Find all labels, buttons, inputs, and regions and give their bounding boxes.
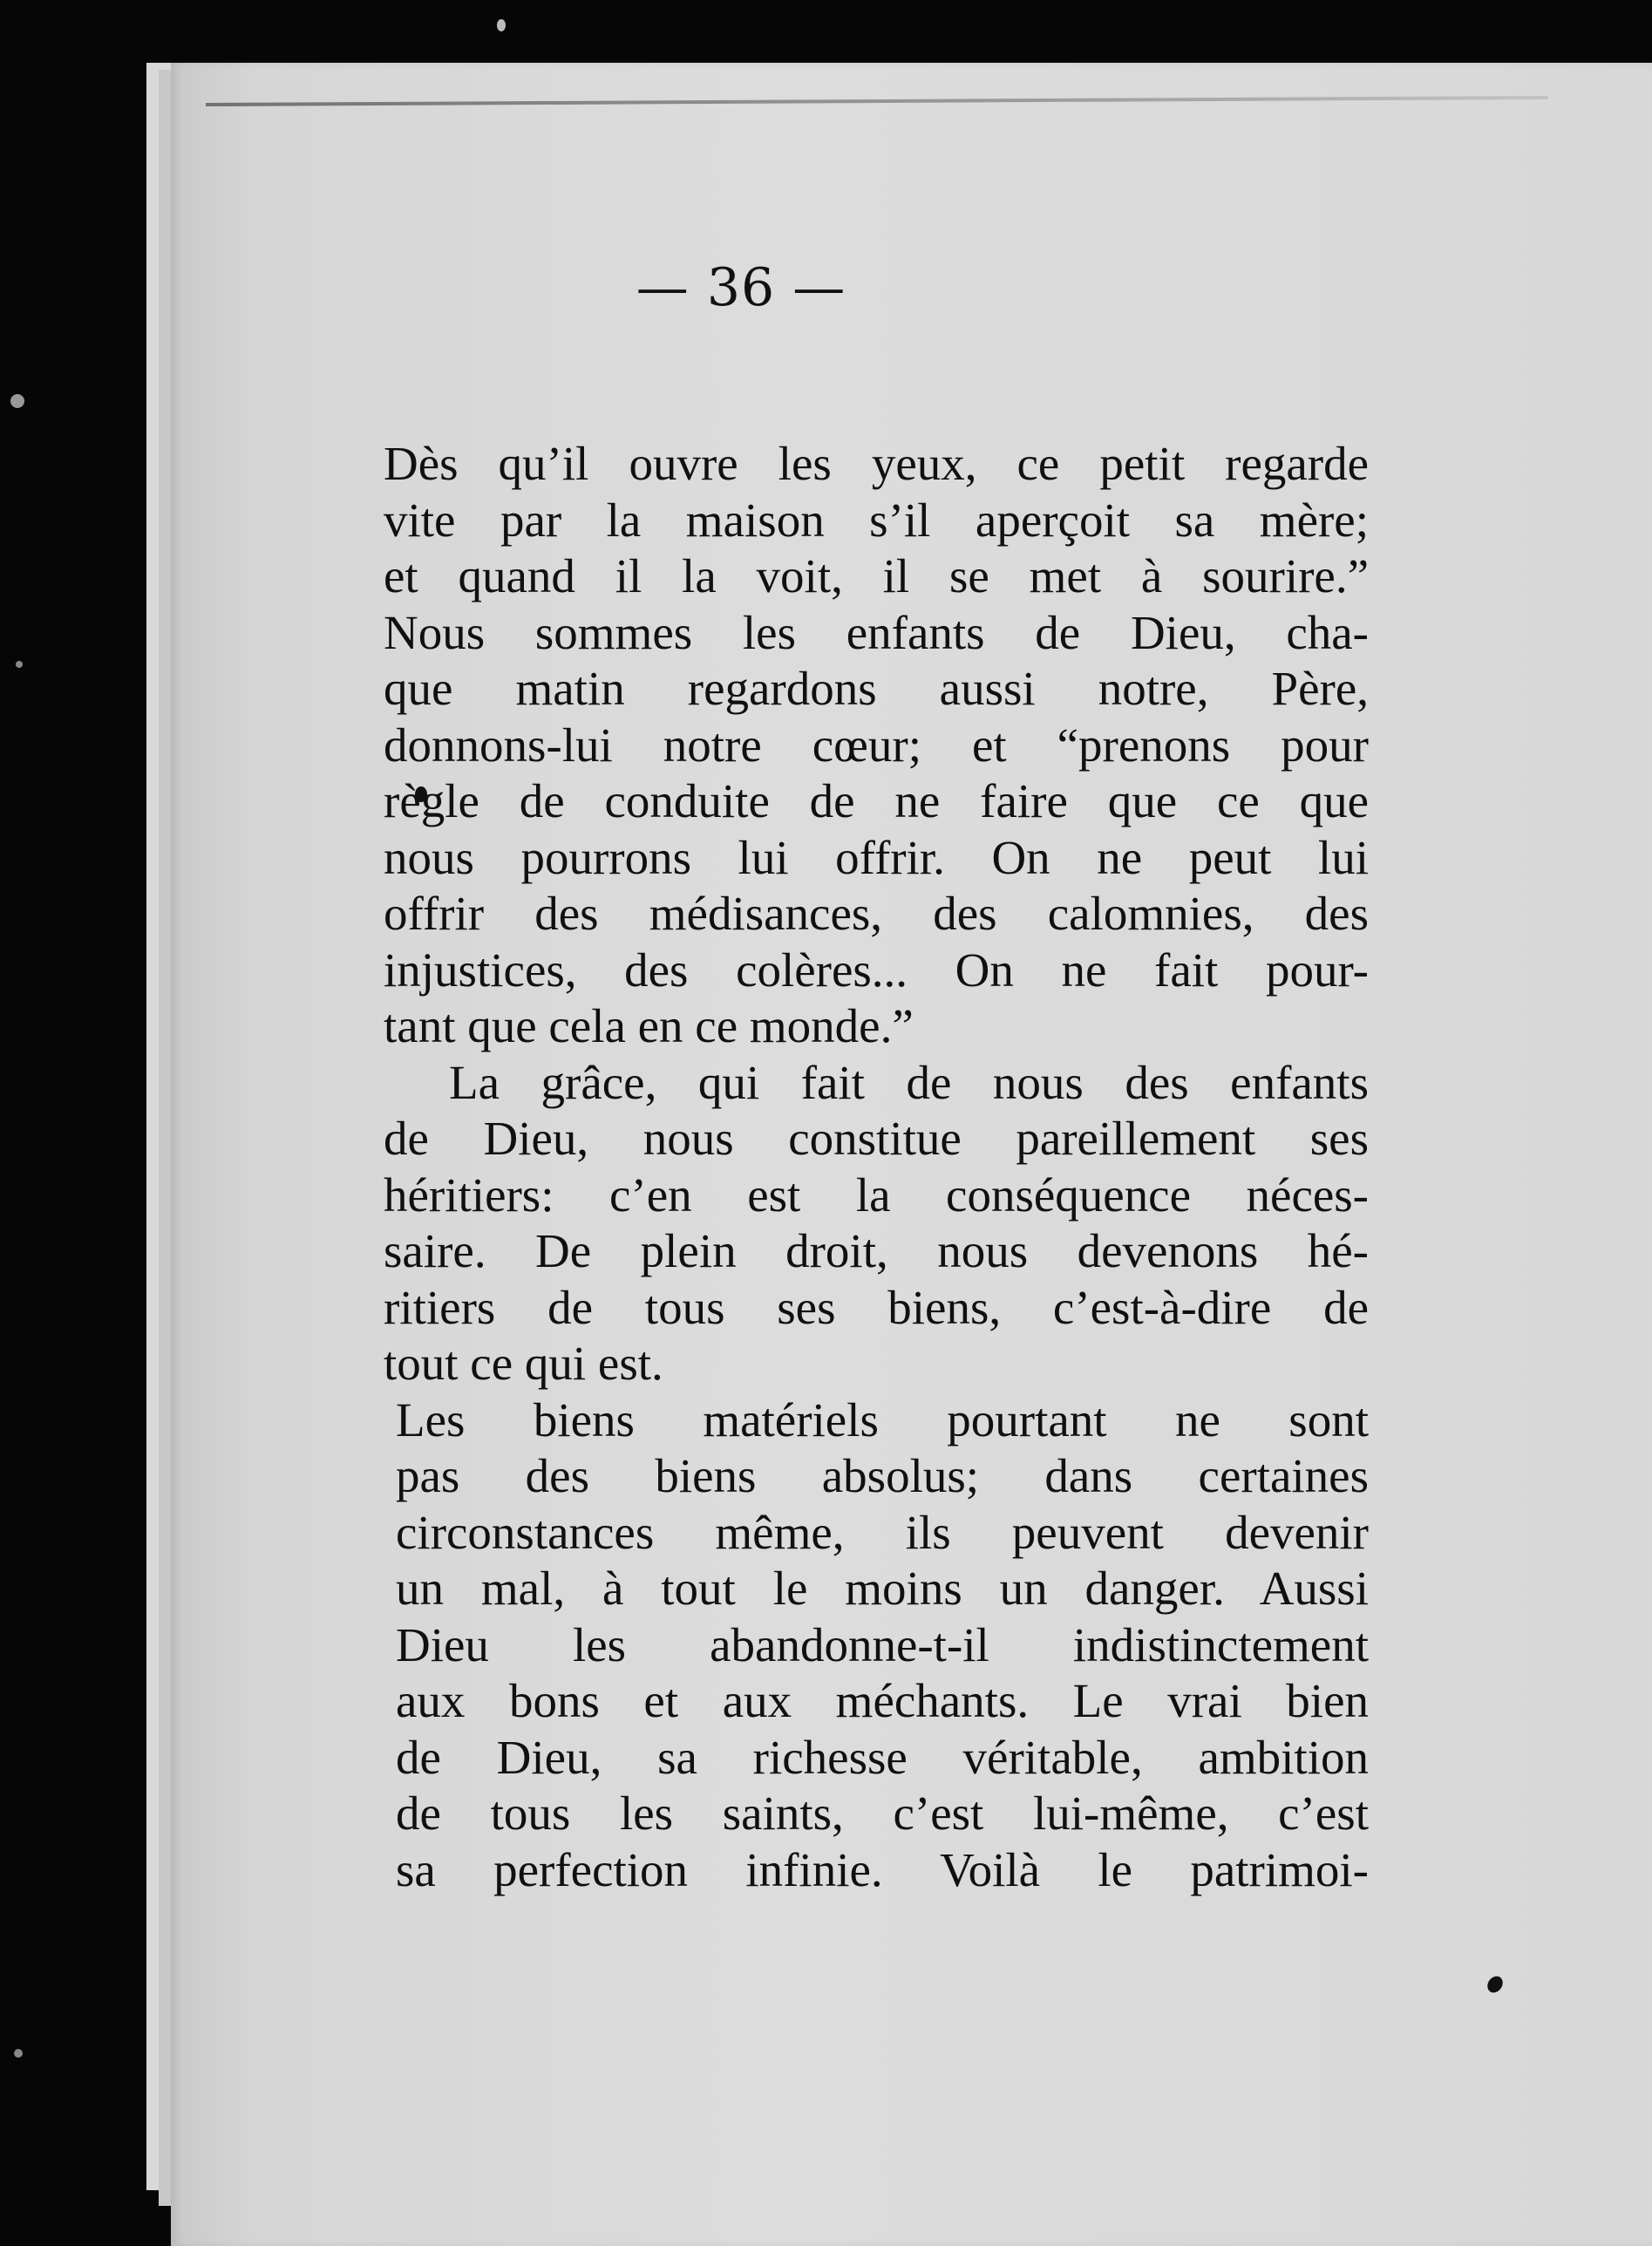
text-line: que matin regardons aussi notre, Père,	[384, 662, 1369, 715]
text-line: circonstances même, ils peuvent devenir	[396, 1505, 1369, 1559]
scan-speck	[10, 394, 24, 408]
page-number: — 36 —	[636, 257, 846, 318]
text-line: vite par la maison s’il aperçoit sa mère;	[384, 493, 1369, 547]
text-line: aux bons et aux méchants. Le vrai bien	[396, 1674, 1369, 1727]
text-line: tant que cela en ce monde.”	[384, 999, 914, 1052]
text-line: Dieu les abandonne-t-il indistinctement	[396, 1617, 1369, 1671]
text-line: Dès qu’il ouvre les yeux, ce petit regarde	[384, 437, 1369, 490]
text-line: de Dieu, sa richesse véritable, ambition	[396, 1730, 1369, 1784]
text-line: Nous sommes les enfants de Dieu, cha-	[384, 605, 1369, 659]
page-top-edge	[206, 96, 1548, 106]
text-line: pas des biens absolus; dans certaines	[396, 1449, 1369, 1502]
scan-speck	[14, 2049, 23, 2058]
text-line: sa perfection infinie. Voilà le patrimoi-	[396, 1842, 1369, 1896]
text-line: ritiers de tous ses biens, c’est-à-dire de	[384, 1280, 1369, 1334]
text-line: nous pourrons lui offrir. On ne peut lui	[384, 830, 1369, 884]
text-line: offrir des médisances, des calomnies, des	[384, 887, 1369, 940]
scan-speck	[497, 19, 506, 31]
text-line: tout ce qui est.	[384, 1337, 663, 1390]
text-line: injustices, des colères... On ne fait pour-	[384, 943, 1369, 997]
text-line: règle de conduite de ne faire que ce que	[384, 774, 1369, 827]
text-line: donnons-lui notre cœur; et “prenons pour	[384, 718, 1369, 772]
text-line: de tous les saints, c’est lui-même, c’est	[396, 1787, 1369, 1840]
scan-speck	[16, 661, 23, 668]
text-line: héritiers: c’en est la conséquence néces-	[384, 1167, 1369, 1222]
text-line: saire. De plein droit, nous devenons hé-	[384, 1224, 1369, 1277]
text-line: et quand il la voit, il se met à sourire.”	[384, 549, 1369, 602]
text-line: La grâce, qui fait de nous des enfants	[449, 1055, 1369, 1109]
text-line: Les biens matériels pourtant ne sont	[396, 1392, 1369, 1446]
body-text	[384, 436, 1369, 1898]
text-line: un mal, à tout le moins un danger. Aussi	[396, 1562, 1369, 1615]
text-line: de Dieu, nous constitue pareillement ses	[384, 1112, 1369, 1165]
